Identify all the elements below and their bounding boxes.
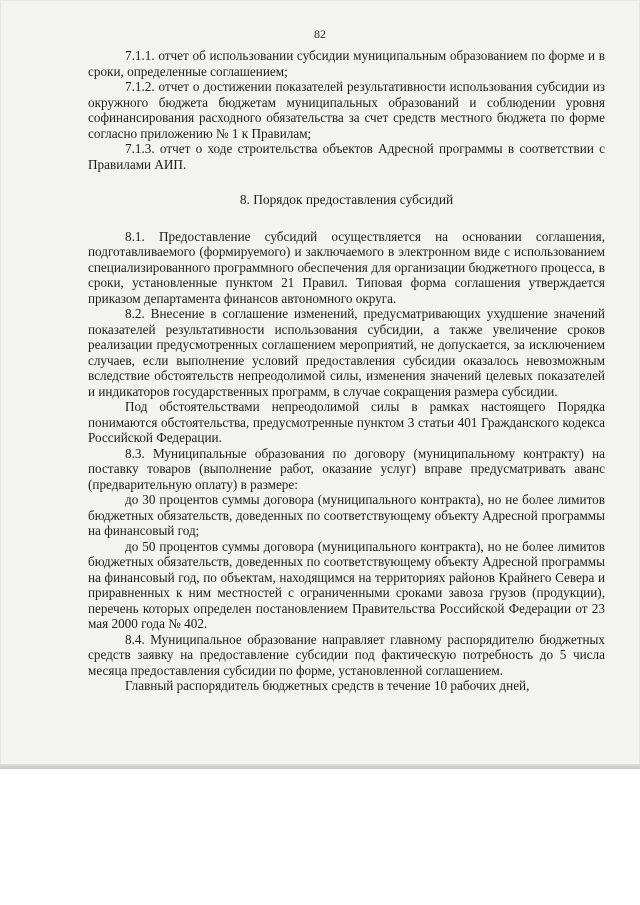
- paragraph-advance-50: до 50 процентов суммы договора (муниципального контракта), но не более лимитов бюджетных обязательств, доведенных по соответствующему объекту Адресной программы на финансовый год, по объектам, находящимся на территориях районов Крайнего Севера и приравненных к ним местностей с ограниченными сроками завоза грузов (продукции), перечень которых определен постановлением Правительства Российской Федерации от 23 мая 2000 года № 402.: [88, 538, 605, 631]
- paragraph-7-1-2: 7.1.2. отчет о достижении показателей результативности использования субсидии из окружного бюджета бюджетам муниципальных образований и соблюдении уровня софинансирования расходного обязательства за счет средств местного бюджета по форме согласно приложению № 1 к Правилам;: [88, 79, 605, 141]
- paragraph-chief-manager: Главный распорядитель бюджетных средств в течение 10 рабочих дней,: [125, 678, 530, 693]
- paragraph-7-1-1: 7.1.1. отчет об использовании субсидии муниципальным образованием по форме и в сроки, определенные соглашением;: [88, 48, 605, 79]
- paragraph-force-majeure: Под обстоятельствами непреодолимой силы в рамках настоящего Порядка понимаются обстоятельства, предусмотренные пунктом 3 статьи 401 Гражданского кодекса Российской Федерации.: [88, 399, 605, 445]
- section-heading: 8. Порядок предоставления субсидий: [239, 192, 454, 207]
- document-body: [88, 48, 605, 694]
- paragraph-advance-30: до 30 процентов суммы договора (муниципального контракта), но не более лимитов бюджетных обязательств, доведенных по соответствующему объекту Адресной программы на финансовый год;: [88, 492, 605, 538]
- page-edge-shadow: [0, 764, 640, 769]
- paragraph-8-3: 8.3. Муниципальные образования по договору (муниципальному контракту) на поставку товаров (выполнение работ, оказание услуг) вправе предусматривать аванс (предварительную оплату) в размере:: [88, 445, 605, 492]
- paragraph-8-2: 8.2. Внесение в соглашение изменений, предусматривающих ухудшение значений показателей результативности использования субсидии, а также увеличение сроков реализации предусмотренных соглашением мероприятий, не допускается, за исключением случаев, если выполнение условий предоставления субсидии оказалось невозможным вследствие обстоятельств непреодолимой силы, изменения значений целевых показателей и индикаторов государственных программ, в случае сокращения размера субсидии.: [88, 306, 605, 399]
- paragraph-8-4: 8.4. Муниципальное образование направляет главному распорядителю бюджетных средств заявку на предоставление субсидии под фактическую потребность до 5 числа месяца предоставления субсидии по форме, установленной соглашением.: [88, 631, 605, 678]
- paragraph-8-1: 8.1. Предоставление субсидий осуществляется на основании соглашения, подготавливаемого (формируемого) и заключаемого в электронном виде с использованием специализированного программного обеспечения для организации бюджетного процесса, в сроки, установленные пунктом 21 Правил. Типовая форма соглашения утверждается приказом департамента финансов автономного округа.: [88, 228, 605, 306]
- paragraph-7-1-3: 7.1.3. отчет о ходе строительства объектов Адресной программы в соответствии с Правилами АИП.: [88, 141, 605, 172]
- page-number: 82: [314, 27, 326, 41]
